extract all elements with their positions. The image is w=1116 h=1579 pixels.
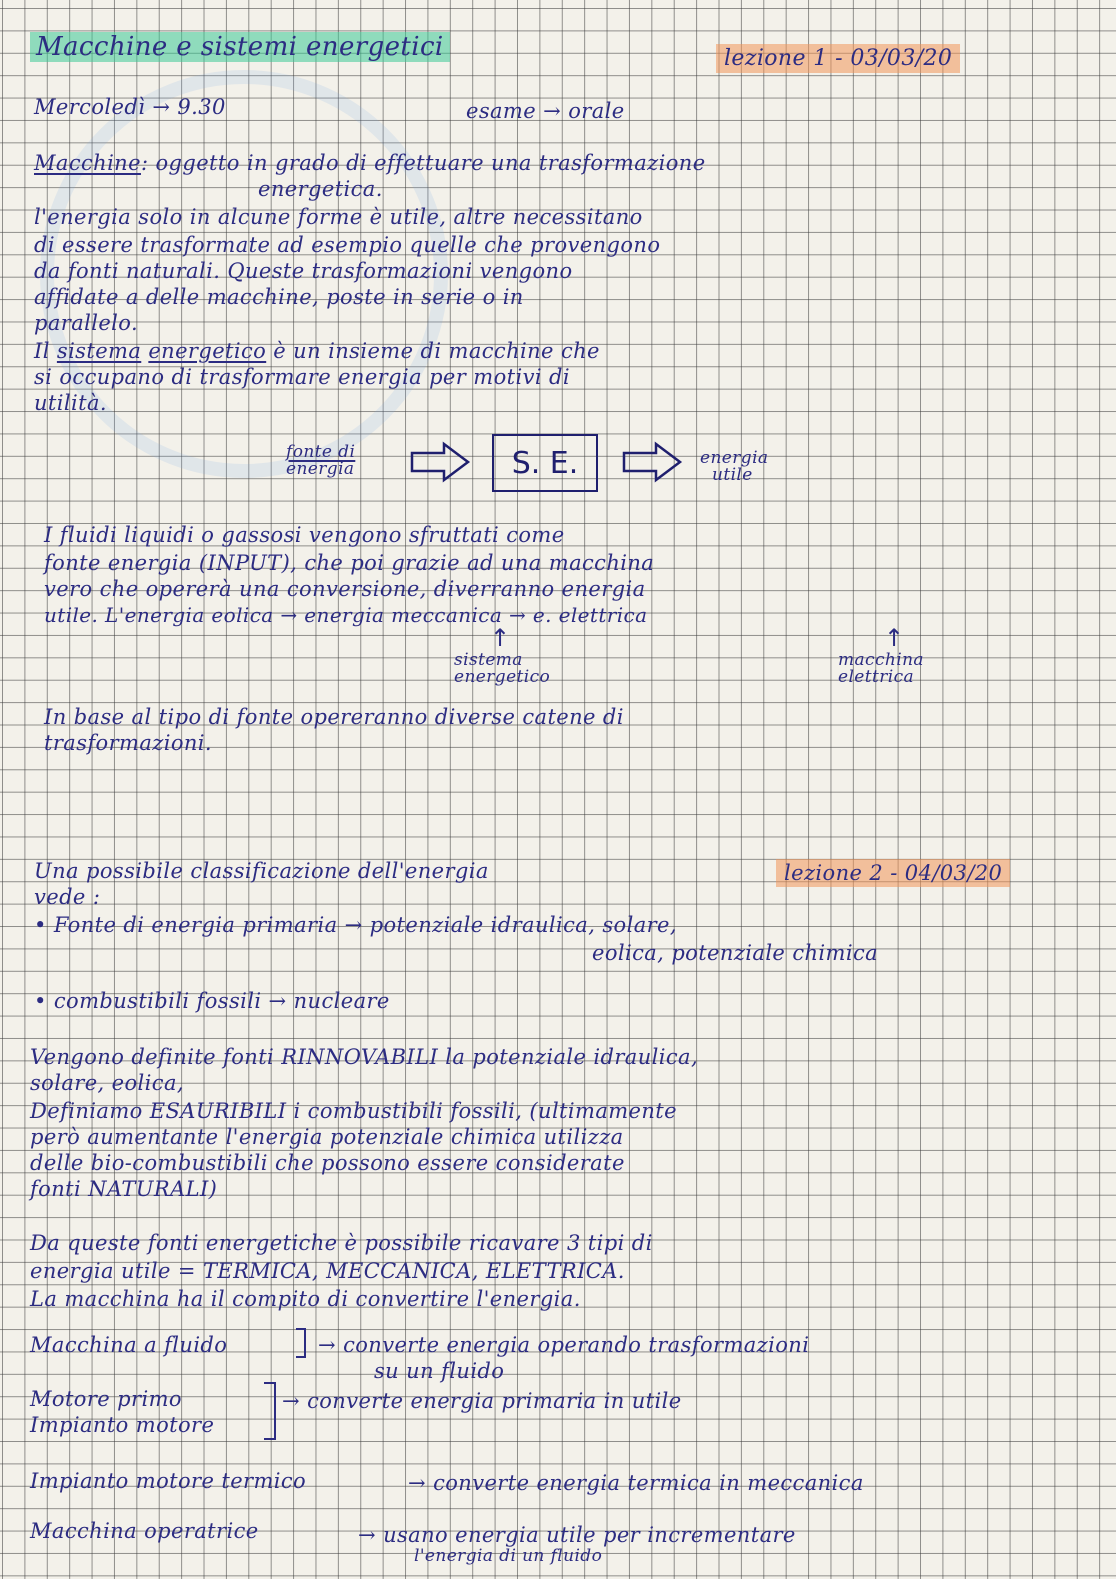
diagram-left-label: fonte di energia [286,442,356,479]
para5-line: fonti NATURALI) [30,1177,218,1201]
system-box: S. E. [492,434,598,492]
para1-line: di essere trasformate ad esempio quelle che provengono [34,233,661,257]
def-term-macchina-fluido: Macchina a fluido [30,1333,228,1357]
para4-line: In base al tipo di fonte opereranno diverse catene di [44,705,624,729]
def-impianto-termico: → converte energia termica in meccanica [408,1471,864,1495]
block-arrow-right-icon [408,440,472,484]
bullet-combustibili: • combustibili fossili → nucleare [34,989,390,1013]
def-motore-primo: → converte energia primaria in utile [282,1389,682,1413]
para5-line: Definiamo ESAURIBILI i combustibili fossili, (ultimamente [30,1099,677,1123]
lesson-1-badge: lezione 1 - 03/03/20 [716,48,960,70]
block-arrow-right-icon [620,440,684,484]
lesson-2-badge: lezione 2 - 04/03/20 [776,862,1010,884]
lesson2-intro: Una possibile classificazione dell'energia [34,859,489,883]
def-macchina-operatrice: → usano energia utile per incrementare [358,1523,796,1547]
para6-line: Da queste fonti energetiche è possibile ricavare 3 tipi di [30,1231,653,1255]
def-macchina-operatrice-2: l'energia di un fluido [414,1546,603,1566]
para4-line: trasformazioni. [44,731,213,755]
para5-line: Vengono definite fonti RINNOVABILI la potenziale idraulica, [30,1045,699,1069]
bullet-fonte-primaria: • Fonte di energia primaria → potenziale idraulica, solare, [34,913,677,937]
para1-line: parallelo. [34,311,139,335]
para6-line: energia utile = TERMICA, MECCANICA, ELETTRICA. [30,1259,625,1283]
para2-line-3: utilità. [34,391,107,415]
para3-line: fonte energia (INPUT), che poi grazie ad una macchina [44,551,655,575]
definition-line-2: energetica. [258,177,383,201]
para1-line: l'energia solo in alcune forme è utile, altre necessitano [34,205,643,229]
page-title: Macchine e sistemi energetici [30,36,450,58]
def-term-motore-primo: Motore primo [30,1387,182,1411]
para1-line: da fonti naturali. Queste trasformazioni vengono [34,259,573,283]
def-macchina-fluido: → converte energia operando trasformazioni [318,1333,810,1357]
bracket [264,1382,276,1440]
note-sistema-energetico: sistema energetico [454,650,551,687]
para1-line: affidate a delle macchine, poste in serie o in [34,285,524,309]
para5-line: delle bio-combustibili che possono essere considerate [30,1151,625,1175]
lesson2-intro-2: vede : [34,885,101,909]
para2-line-2: si occupano di trasformare energia per motivi di [34,365,570,389]
definition-macchine: Macchine: oggetto in grado di effettuare una trasformazione [34,151,706,175]
def-term-macchina-operatrice: Macchina operatrice [30,1519,259,1543]
schedule-exam: esame → orale [466,99,625,123]
schedule-day: Mercoledì → 9.30 [34,95,226,119]
para5-line: solare, eolica, [30,1071,184,1095]
def-term-impianto-motore: Impianto motore [30,1413,215,1437]
para2-line-1: Il sistema energetico è un insieme di macchine che [34,339,600,363]
note-macchina-elettrica: macchina elettrica [838,650,924,687]
para5-line: però aumentante l'energia potenziale chimica utilizza [30,1125,624,1149]
para6-line: La macchina ha il compito di convertire l'energia. [30,1287,581,1311]
diagram-right-label: energia utile [700,448,769,485]
para3-line: utile. L'energia eolica → energia meccanica → e. elettrica [44,603,648,627]
def-macchina-fluido-2: su un fluido [374,1359,505,1383]
def-term-impianto-termico: Impianto motore termico [30,1469,307,1493]
bracket [296,1328,306,1358]
para3-line: vero che opererà una conversione, diverranno energia [44,577,646,601]
up-arrow-icon: ↑ [490,624,511,652]
bullet-fonte-primaria-2: eolica, potenziale chimica [592,941,879,965]
para3-line: I fluidi liquidi o gassosi vengono sfruttati come [44,523,565,547]
up-arrow-icon: ↑ [884,624,905,652]
